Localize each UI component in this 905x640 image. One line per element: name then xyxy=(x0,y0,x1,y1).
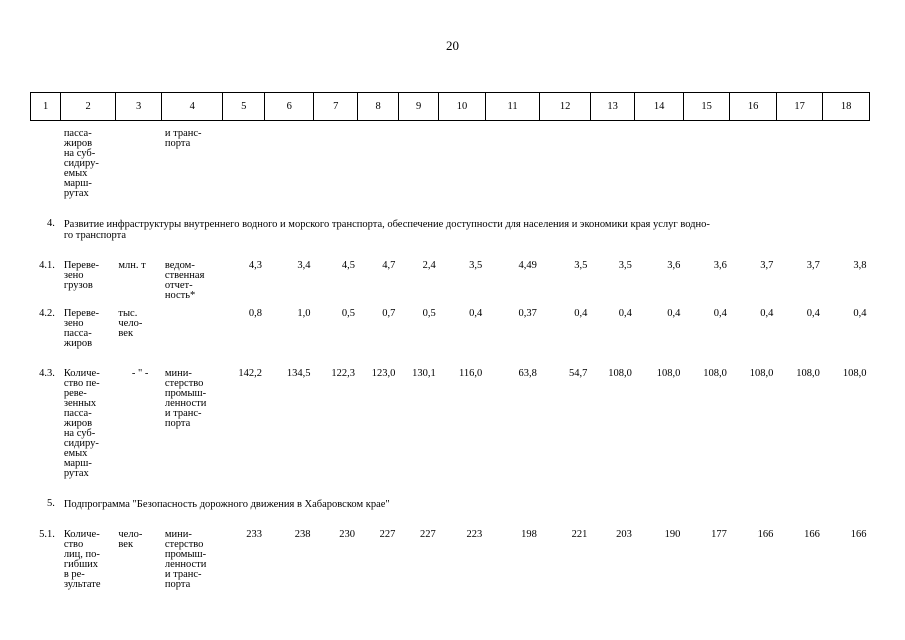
data-source: ведом- ственная отчет- ность* xyxy=(164,261,205,301)
value-cell: 221 xyxy=(571,530,588,540)
value-cell: 0,4 xyxy=(469,309,483,319)
unit: тыс. чело- век xyxy=(118,309,143,339)
data-source: и транс- порта xyxy=(164,129,202,149)
section-row xyxy=(31,219,870,241)
header-cell: 4 xyxy=(162,93,223,121)
value-cell: 3,4 xyxy=(297,261,311,271)
indicator-name: Переве- зено пасса- жиров xyxy=(63,309,100,349)
header-cell: 12 xyxy=(540,93,591,121)
value-cell: 3,6 xyxy=(667,261,681,271)
indicator-name: Переве- зено грузов xyxy=(63,261,100,291)
value-cell: 198 xyxy=(521,530,537,540)
row-number: 5.1. xyxy=(39,530,55,540)
value-cell: 0,4 xyxy=(713,309,727,319)
value-cell: 0,4 xyxy=(618,309,632,319)
value-cell: 177 xyxy=(711,530,727,540)
row-number: 4.2. xyxy=(39,309,55,319)
value-cell: 142,2 xyxy=(238,369,262,379)
header-cell: 2 xyxy=(61,93,116,121)
value-cell: 116,0 xyxy=(459,369,483,379)
table-row xyxy=(31,261,870,301)
section-row xyxy=(31,499,870,510)
header-cell: 5 xyxy=(223,93,265,121)
value-cell: 1,0 xyxy=(297,309,311,319)
value-cell: 227 xyxy=(379,530,396,540)
table-row xyxy=(31,309,870,349)
value-cell: 130,1 xyxy=(412,369,436,379)
data-source: мини- стерство промыш- ленности и транс- порта xyxy=(164,369,207,429)
value-cell: 0,4 xyxy=(574,309,588,319)
value-cell: 108,0 xyxy=(656,369,681,379)
section-number: 5. xyxy=(46,499,55,509)
value-cell: 0,37 xyxy=(518,309,537,319)
value-cell: 3,5 xyxy=(574,261,588,271)
value-cell: 3,7 xyxy=(760,261,774,271)
header-cell: 1 xyxy=(31,93,61,121)
value-cell: 238 xyxy=(294,530,311,540)
value-cell: 123,0 xyxy=(371,369,396,379)
value-cell: 0,4 xyxy=(760,309,774,319)
section-number: 4. xyxy=(46,219,55,229)
value-cell: 4,7 xyxy=(382,261,396,271)
value-cell: 108,0 xyxy=(608,369,632,379)
value-cell: 203 xyxy=(616,530,632,540)
indicator-name: Количе- ство пе- реве- зенных пасса- жиров на суб- сидиру- емых марш- рутах xyxy=(63,369,100,479)
row-number: 4.1. xyxy=(39,261,55,271)
value-cell: 0,4 xyxy=(667,309,681,319)
value-cell: 233 xyxy=(246,530,262,540)
value-cell: 122,3 xyxy=(331,369,355,379)
header-cell: 17 xyxy=(776,93,822,121)
value-cell: 0,5 xyxy=(341,309,355,319)
page-number: 20 xyxy=(446,38,459,53)
value-cell: 2,4 xyxy=(422,261,436,271)
value-cell: 227 xyxy=(420,530,436,540)
value-cell: 3,6 xyxy=(713,261,727,271)
header-cell: 10 xyxy=(439,93,485,121)
section-title: Развитие инфраструктуры внутреннего водного и морского транспорта, обеспечение доступности для населения и экономики края услуг водно- го транспорта xyxy=(63,219,710,241)
value-cell: 108,0 xyxy=(749,369,774,379)
value-cell: 108,0 xyxy=(842,369,867,379)
value-cell: 230 xyxy=(339,530,355,540)
unit: чело- век xyxy=(118,530,143,550)
header-cell: 6 xyxy=(265,93,314,121)
header-cell: 8 xyxy=(358,93,398,121)
unit: млн. т xyxy=(118,261,146,271)
value-cell: 4,49 xyxy=(518,261,537,271)
header-cell: 9 xyxy=(398,93,438,121)
value-cell: 166 xyxy=(804,530,820,540)
unit: - " - xyxy=(131,369,149,379)
value-cell: 3,5 xyxy=(469,261,483,271)
value-cell: 190 xyxy=(664,530,681,540)
value-cell: 3,8 xyxy=(853,261,867,271)
value-cell: 0,4 xyxy=(806,309,820,319)
header-cell: 15 xyxy=(683,93,729,121)
header-cell: 14 xyxy=(635,93,684,121)
continuation-row xyxy=(31,129,870,199)
value-cell: 108,0 xyxy=(703,369,727,379)
data-source xyxy=(162,309,223,349)
table-header-row xyxy=(31,93,870,121)
indicator-name: Количе- ство лиц, по- гибших в ре- зультате xyxy=(63,530,101,590)
header-cell: 16 xyxy=(730,93,776,121)
value-cell: 0,4 xyxy=(853,309,867,319)
value-cell: 54,7 xyxy=(569,369,588,379)
table-row xyxy=(31,530,870,590)
header-cell: 7 xyxy=(313,93,357,121)
indicator-name: пасса- жиров на суб- сидиру- емых марш- рутах xyxy=(63,129,99,199)
header-cell: 18 xyxy=(823,93,870,121)
value-cell: 4,5 xyxy=(341,261,355,271)
row-number: 4.3. xyxy=(39,369,55,379)
data-source: мини- стерство промыш- ленности и транс- порта xyxy=(164,530,207,590)
value-cell: 166 xyxy=(850,530,867,540)
value-cell: 0,7 xyxy=(382,309,396,319)
header-cell: 11 xyxy=(485,93,540,121)
table-row xyxy=(31,369,870,479)
value-cell: 4,3 xyxy=(248,261,262,271)
value-cell: 108,0 xyxy=(796,369,820,379)
value-cell: 166 xyxy=(757,530,774,540)
value-cell: 0,8 xyxy=(248,309,262,319)
header-cell: 13 xyxy=(590,93,634,121)
indicators-table xyxy=(30,92,870,590)
value-cell: 0,5 xyxy=(422,309,436,319)
section-title: Подпрограмма "Безопасность дорожного движения в Хабаровском крае" xyxy=(63,499,390,510)
value-cell: 3,7 xyxy=(806,261,820,271)
value-cell: 63,8 xyxy=(518,369,537,379)
value-cell: 134,5 xyxy=(286,369,311,379)
header-cell: 3 xyxy=(115,93,161,121)
value-cell: 3,5 xyxy=(618,261,632,271)
value-cell: 223 xyxy=(466,530,483,540)
